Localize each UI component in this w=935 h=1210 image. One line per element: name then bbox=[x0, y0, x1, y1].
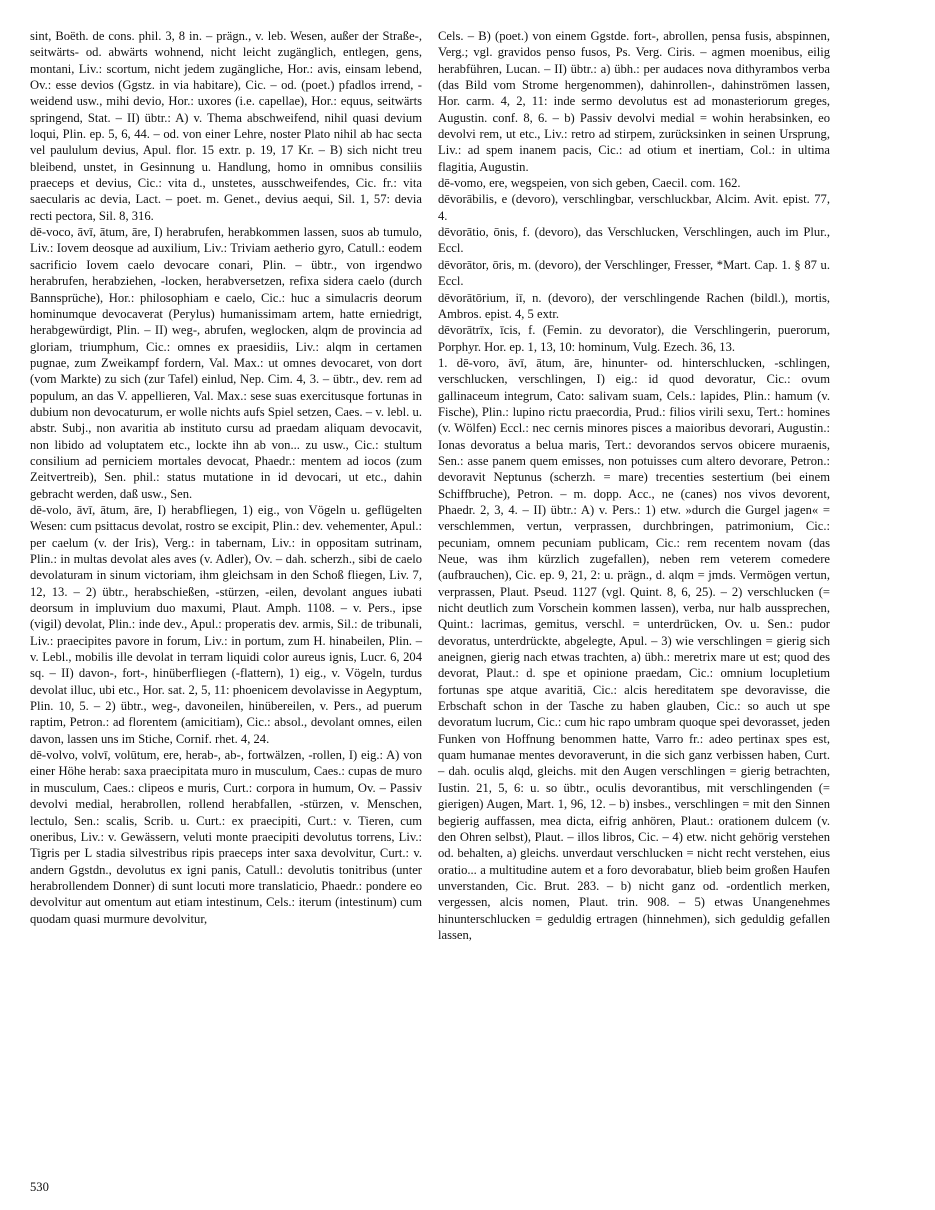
entry-devoro: 1. dē-voro, āvī, ātum, āre, hinunter- od. hinterschlucken, -schlingen, verschlucken, verschlingen, I) eig.: id quod devoratur, Cic.: ovum gallinaceum integrum, Cato: salivam suam, Cels.: lapides, Plin.: hamum (v. Fische), Plin.: lupino rictu praecordia, Prud.: filios virili sexu, Tert.: homines (v. Wölfen) Eccl.: nec cernis minores pisces a maioribus devorari, Augustin.: Ionas devoratus a belua maris, Tert.: devorandos servos obicere muraenis, Sen.: asse panem quem emisses, non potuisses cum altero devorare, Petron.: devoravit Neptunus (scherzh. = mare) trecenties sestertium (bei einem Schiffbruche), Petron. – m. dopp. Acc., ne (canes) nos vivos devorent, Phaedr. 2, 3, 4. – II) übtr.: A) v. Pers.: 1) etw. »durch die Gurgel jagen« = verschlemmen, vertun, verprassen, durchbringen, patrimonium, Cic.: pecuniam, omnem pecuniam publicam, Cic.: rem recentem novam (das Neue, was ihm kürzlich zugefallen), neben rem veterem comedere (aufbrauchen), Cic. ep. 9, 21, 2: u. prägn., d. alqm = jmds. Vermögen vertun, verprassen, Plaut. Pseud. 1127 (vgl. Quint. 8, 6, 25). – 2) verschlucken (= nicht deutlich zum Vorschein kommen lassen), verba, nur halb aussprechen, Quint.: lacrimas, gemitus, verschl. = unterdrücken, Ov. u. Sen.: pudor devoratus, unterdrückte, abgelegte, Apul. – 3) wie verschlingen = gierig sich aneignen, gierig nach etwas trachten, a) übh.: meretrix mare ut est; quod des devorat, Plaut.: d. spe et opinione praedam, Cic.: omnium locupletium fortunas spe atque avaritiā, Cic.: alcis hereditatem spe devoravisse, die Erbschaft schon in der Tasche zu haben glauben, Cic.: so auch ut spe devoratum lucrum, Cic.: cum hic rapo umbram quoque spei devorasset, jeden Funken von Hoffnung benommen hatte, Varro fr.: adeo pertinax spes est, quam humanae mentes devoraverunt, in die sich ganz verbissen haben, Curt. – dah. oculis alqd, gleichs. mit den Augen verschlingen = gierig betrachten, Iustin. 21, 5, 6: u. so übtr., oculis devorantibus, mit verschlingenden (= gierigen) Augen, Mart. 1, 96, 12. – b) insbes., verschlingen = mit den Sinnen begierig auffassen, mea dicta, eifrig anhören, Plaut.: orationem dulcem (v. den Ohren selbst), Plaut. – illos libros, Cic. – 4) etw. nicht gehörig verstehen od. behalten, a) gleichs. unverdaut verschlucken = nicht recht verstehen, eius oratio... a multitudine autem et a foro devorabatur, blieb beim großen Haufen unverstanden, Cic. Brut. 283. – b) nicht ganz od. -ordentlich merken, vergessen, alcis nomen, Plaut. trin. 908. – 5) etwas Unangenehmes hinunterschlucken = geduldig ertragen (hinnehmen), sich geduldig gefallen lassen, bbox=[438, 355, 830, 942]
right-column bbox=[438, 28, 830, 943]
entry-devolvo: dē-volvo, volvī, volūtum, ere, herab-, ab-, fortwälzen, -rollen, I) eig.: A) von einer Höhe herab: saxa praecipitata muro in musculum, Caes.: cupas de muro in musculum, Caes.: clipeos e muris, Curt.: corpora in humum, Ov. – Passiv devolvi medial, herabrollen, rollend herabfallen, -stürzen, v. Menschen, lectulo, Sen.: scalis, Scrib. u. Curt.: ex praecipiti, Curt.: v. Tieren, cum oneribus, Liv.: v. Gewässern, veluti monte praecipiti devolutus torrens, Liv.: Tigris per L stadia silvestribus ripis praeceps inter saxa devolvitur, Curt.: v. andern Ggstdn., devolutus ex igni panis, Catull.: devolutis tonitribus (unter herabrollendem Donner) di sunt locuti more translaticio, Phaedr.: pondere eo devolvitur aut omentum aut etiam intestinum, Cels.: iterum (intestinum) cum quodam quasi murmure devolvitur, bbox=[30, 748, 422, 926]
page-number: 530 bbox=[30, 1180, 49, 1194]
entry-devoratrix: dēvorātrīx, īcis, f. (Femin. zu devorator), die Verschlingerin, puerorum, Porphyr. Hor. ep. 1, 13, 10: hominum, Vulg. Ezech. 36, 13. bbox=[438, 323, 830, 354]
entry-devomo: dē-vomo, ere, wegspeien, von sich geben, Caecil. com. 162. bbox=[438, 176, 741, 191]
entry-devolvo-cont: Cels. – B) (poet.) von einem Ggstde. fort-, abrollen, pensa fusis, abspinnen, Verg.; vgl. gravidos penso fusos, Ps. Verg. Ciris. – agmen moenibus, eilig herabführen, Lucan. – II) übtr.: a) übh.: per audaces nova dithyrambos verba (das Bild vom Strome hergenommen), dahinrollen-, dahinströmen lassen, Hor. carm. 4, 2, 11: inde sermo devolutus est ad monasteriorum greges, Augustin. conf. 8, 6. – b) Passiv devolvi medial = wohin herabsinken, eo devolvi rem, ut etc., Liv.: retro ad stirpem, zurücksinken in seinen Ursprung, Liv.: ad spem inanem pacis, Cic.: ad otium et inertiam, Col.: in ultima flagitia, Augustin. bbox=[438, 29, 830, 174]
entry-devius-cont: sint, Boëth. de cons. phil. 3, 8 in. – prägn., v. leb. Wesen, außer der Straße-, seitwärts- od. abwärts wohnend, nicht leicht zugänglich, entlegen, gens, montani, Liv.: scortum, nicht jedem zugängliche, Hor.: avis, einsam lebend, Ov.: esse devios (Ggstz. in via habitare), Cic. – od. (poet.) pfadlos irrend, -weidend usw., mihi devio, Hor.: uxores (i.e. capellae), Hor.: equus, seitwärts springend, Stat. – II) übtr.: A) v. Thema abschweifend, nihil quasi devium loqui, Plin. ep. 5, 6, 44. – od. von einer Lehre, noster Plato nihil ab hac secta vel paululum devius, Apul. flor. 15 extr. p. 19, 17 Kr. – B) sich nicht treu bleibend, unstet, in Gesinnung u. Handlung, homo in omnibus consiliis praeceps et devius, Cic.: vita d., unstetes, ausschweifendes, Cic. fr.: vita saecularis ac devia, Lact. – poet. m. Genet., devius aequi, Sil. 1, 57: devia recti pectora, Sil. 8, 316. bbox=[30, 29, 422, 223]
entry-devorabilis: dēvorābilis, e (devoro), verschlingbar, verschluckbar, Alcim. Avit. epist. 77, 4. bbox=[438, 192, 830, 223]
left-column bbox=[30, 28, 422, 927]
entry-devoratio: dēvorātio, ōnis, f. (devoro), das Verschlucken, Verschlingen, auch im Plur., Eccl. bbox=[438, 225, 830, 256]
entry-devorator: dēvorātor, ōris, m. (devoro), der Verschlinger, Fresser, *Mart. Cap. 1. § 87 u. Eccl. bbox=[438, 257, 830, 289]
entry-devoratorium: dēvorātōrium, iī, n. (devoro), der verschlingende Rachen (bildl.), mortis, Ambros. epist. 4, 5 extr. bbox=[438, 290, 830, 321]
entry-devolo: dē-volo, āvī, ātum, āre, I) herabfliegen, 1) eig., von Vögeln u. geflügelten Wesen: cum psittacus devolat, rostro se excipit, Plin.: dev. vehementer, Apul.: per caelum (v. der Iris), Verg.: in tabernam, Liv.: in oppositam sutrinam, Plin.: in multas devolat ales aves (v. Adler), Ov. – dah. scherzh., sibi de caelo devolaturam in sinum victoriam, ihm gleichsam in den Schoß fliegen, Liv. 7, 12, 13. – 2) übtr., herabschießen, -stürzen, -eilen, devolant angues iubati deorsum in impluvium duo maxumi, Plaut. Amph. 1108. – v. Pers., ipse (vigil) devolat, Plin.: inde dev., Apul.: properatis dev. armis, Sil.: de tribunali, Liv.: praecipites pavore in forum, Liv.: in portum, zum H. hinabeilen, Plin. – v. Lebl., mobilis ille devolat in terram liquidi color aureus ignis, Lucr. 6, 204 sq. – II) davon-, fort-, hinüberfliegen (-flattern), 1) eig., v. Vögeln, turdus devolat illuc, ubi etc., Hor. sat. 2, 5, 11: phoenicem devolavisse in Aegyptum, Plin. 10, 5. – 2) übtr., weg-, davoneilen, hinübereilen, v. Pers., ad puerum raptim, Petron.: ad florentem (amicitiam), Cic.: absol., devolant omnes, eilen davon, lassen uns im Stiche, Cornif. rhet. 4, 24. bbox=[30, 502, 422, 746]
entry-devoco: dē-voco, āvī, ātum, āre, I) herabrufen, herabkommen lassen, suos ab tumulo, Liv.: Iovem deosque ad auxilium, Liv.: Triviam aetherio gyro, Catull.: eodem sacrificio Iovem caelo devocare conari, Plin. – übtr., von irgendwo herabrufen, herabziehen, -locken, herabversetzen, refixa sidera caelo (durch Bannsprüche), Hor.: philosophiam e caelo, Cic.: huc a simulacris deorum hominumque devocaverat (Perylus) humanissimam artem, hatte erniedrigt, herabgewürdigt, Plin. – II) weg-, abrufen, weglocken, alqm de provincia ad gloriam, triumphum, Cic.: omnes ex praesidiis, Liv.: alqm in certamen pugnae, zum Zweikampf fordern, Val. Max.: ut omnes devocaret, von dort (vom Markte) zu sich (zur Tafel) einlud, Nep. Cim. 4, 3. – übtr., dev. rem ad populum, an das V. appellieren, Val. Max.: sese suas exercitusque fortunas in dubium non devocaturum, er wolle nichts aufs Spiel setzen, Caes. – v. lebl. u. abstr. Subj., non avaritia ab instituto cursu ad praedam aliquam devocavit, non libido ad voluptatem etc., lockte ihn ab von... zu usw., Cic.: stultum consilium ad perniciem mortales devocat, Phaedr.: mentem ad iocos (zum Zeitvertreib), Sen. phil.: status mutatione in id devocari, ut etc., dahin gebracht werden, daß usw., Sen. bbox=[30, 225, 422, 501]
